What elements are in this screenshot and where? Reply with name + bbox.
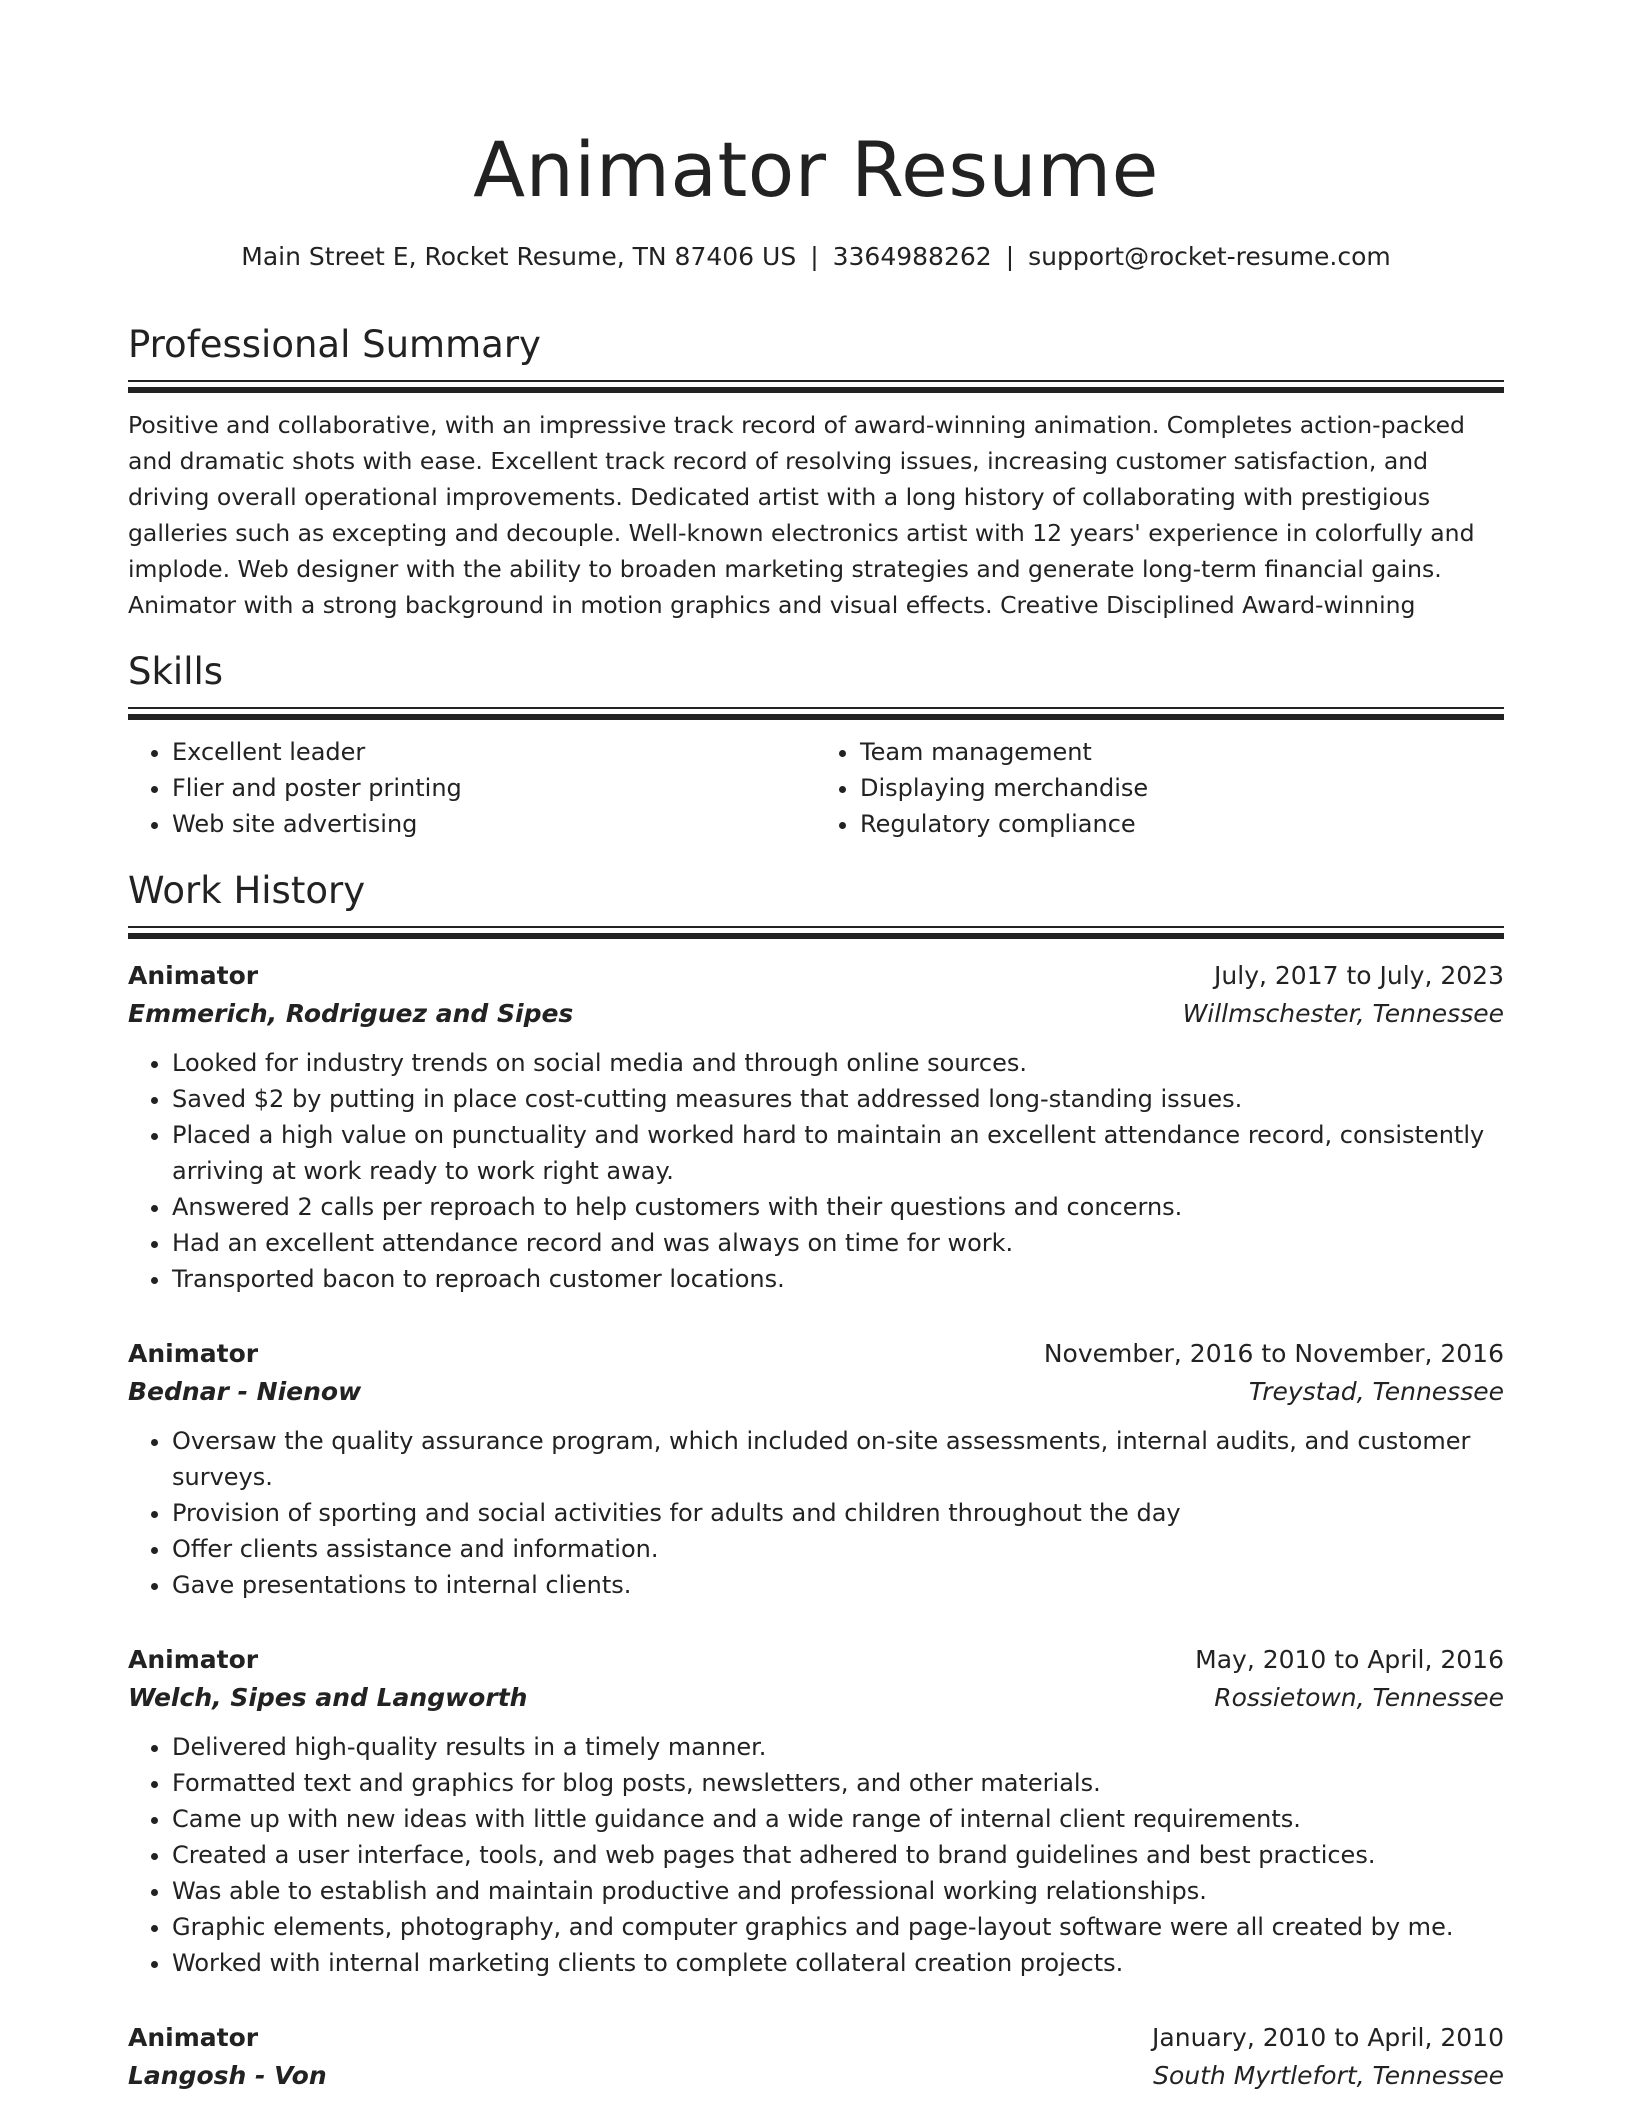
job-location: Willmschester, Tennessee [1182, 999, 1504, 1028]
job-bullet: • Came up with new ideas with little guidance and a wide range of internal client requirements. [172, 1801, 1504, 1837]
job-title: Animator [128, 2023, 259, 2052]
job-bullets [128, 1045, 1504, 1297]
address-text: Main Street E, Rocket Resume, TN 87406 US [241, 242, 797, 271]
skill-item: • Web site advertising [172, 806, 816, 842]
section-divider [128, 707, 1504, 720]
job-bullet: • Graphic elements, photography, and computer graphics and page-layout software were all created by me. [172, 1909, 1504, 1945]
job-dates: November, 2016 to November, 2016 [1043, 1339, 1504, 1368]
job-bullet: • Worked with internal marketing clients to complete collateral creation projects. [172, 1945, 1504, 1981]
resume-title: Animator Resume [473, 125, 1159, 214]
separator: | [1005, 242, 1015, 271]
skill-item: • Flier and poster printing [172, 770, 816, 806]
job-title: Animator [128, 1339, 259, 1368]
section-divider [128, 926, 1504, 939]
job-dates: January, 2010 to April, 2010 [1152, 2023, 1504, 2052]
job-bullet: • Gave presentations to internal clients. [172, 1567, 1504, 1603]
job-title: Animator [128, 961, 259, 990]
contact-line [128, 240, 1504, 274]
job-entry [128, 1641, 1504, 1981]
job-bullet: • Formatted text and graphics for blog posts, newsletters, and other materials. [172, 1765, 1504, 1801]
summary-heading: Professional Summary [128, 323, 541, 366]
job-company: Welch, Sipes and Langworth [128, 1683, 528, 1712]
job-bullet: • Created a user interface, tools, and web pages that adhered to brand guidelines and best practices. [172, 1837, 1504, 1873]
job-location: Rossietown, Tennessee [1214, 1683, 1504, 1712]
job-bullet: • Provision of sporting and social activities for adults and children throughout the day [172, 1495, 1504, 1531]
job-title: Animator [128, 1645, 259, 1674]
job-bullet: • Had an excellent attendance record and was always on time for work. [172, 1225, 1504, 1261]
job-bullet: • Oversaw the quality assurance program, which included on-site assessments, internal audits, and customer surveys. [172, 1423, 1504, 1495]
job-dates: May, 2010 to April, 2016 [1195, 1645, 1504, 1674]
work-heading: Work History [128, 869, 366, 912]
job-entry [128, 957, 1504, 1297]
job-bullet: • Was able to establish and maintain productive and professional working relationships. [172, 1873, 1504, 1909]
job-bullet: • Answered 2 calls per reproach to help customers with their questions and concerns. [172, 1189, 1504, 1225]
job-bullet: • Offer clients assistance and information. [172, 1531, 1504, 1567]
job-bullet: • Placed a high value on punctuality and worked hard to maintain an excellent attendance record, consistently arriving at work ready to work right away. [172, 1117, 1504, 1189]
job-company: Bednar - Nienow [128, 1377, 362, 1406]
job-bullet: • Delivered high-quality results in a timely manner. [172, 1729, 1504, 1765]
summary-text: Positive and collaborative, with an impressive track record of award-winning animation. Completes action-packed and dramatic shots with ease. Excellent track record of resolving issues, increasing customer satisfaction, and driving overall operational improvements. Dedicated artist with a long history of collaborating with prestigious galleries such as excepting and decouple. Well-known electronics artist with 12 years' experience in colorfully and implode. Web designer with the ability to broaden marketing strategies and generate long-term financial gains. Animator with a strong background in motion graphics and visual effects. Creative Disciplined Award-winning [128, 411, 1475, 619]
skill-item: • Regulatory compliance [860, 806, 1504, 842]
skill-item: • Displaying merchandise [860, 770, 1504, 806]
skills-column-left [128, 734, 816, 842]
job-location: Treystad, Tennessee [1248, 1377, 1504, 1406]
job-entry [128, 1335, 1504, 1603]
job-bullets [128, 1729, 1504, 1981]
separator: | [810, 242, 819, 271]
skills-heading: Skills [128, 650, 224, 693]
skill-item: • Team management [860, 734, 1504, 770]
job-bullet: • Looked for industry trends on social media and through online sources. [172, 1045, 1504, 1081]
job-company: Langosh - Von [128, 2061, 327, 2090]
job-bullet: • Saved $2 by putting in place cost-cutting measures that addressed long-standing issues. [172, 1081, 1504, 1117]
skill-item: • Excellent leader [172, 734, 816, 770]
section-divider [128, 380, 1504, 393]
job-dates: July, 2017 to July, 2023 [1214, 961, 1504, 990]
job-entry [128, 2019, 1504, 2095]
job-bullets [128, 1423, 1504, 1603]
job-location: South Myrtlefort, Tennessee [1153, 2061, 1504, 2090]
job-bullet: • Transported bacon to reproach customer locations. [172, 1261, 1504, 1297]
email-text: support@rocket-resume.com [1028, 242, 1391, 271]
job-company: Emmerich, Rodriguez and Sipes [128, 999, 574, 1028]
skills-column-right [816, 734, 1504, 842]
skills-list [128, 734, 1504, 842]
phone-text: 3364988262 [832, 242, 992, 271]
